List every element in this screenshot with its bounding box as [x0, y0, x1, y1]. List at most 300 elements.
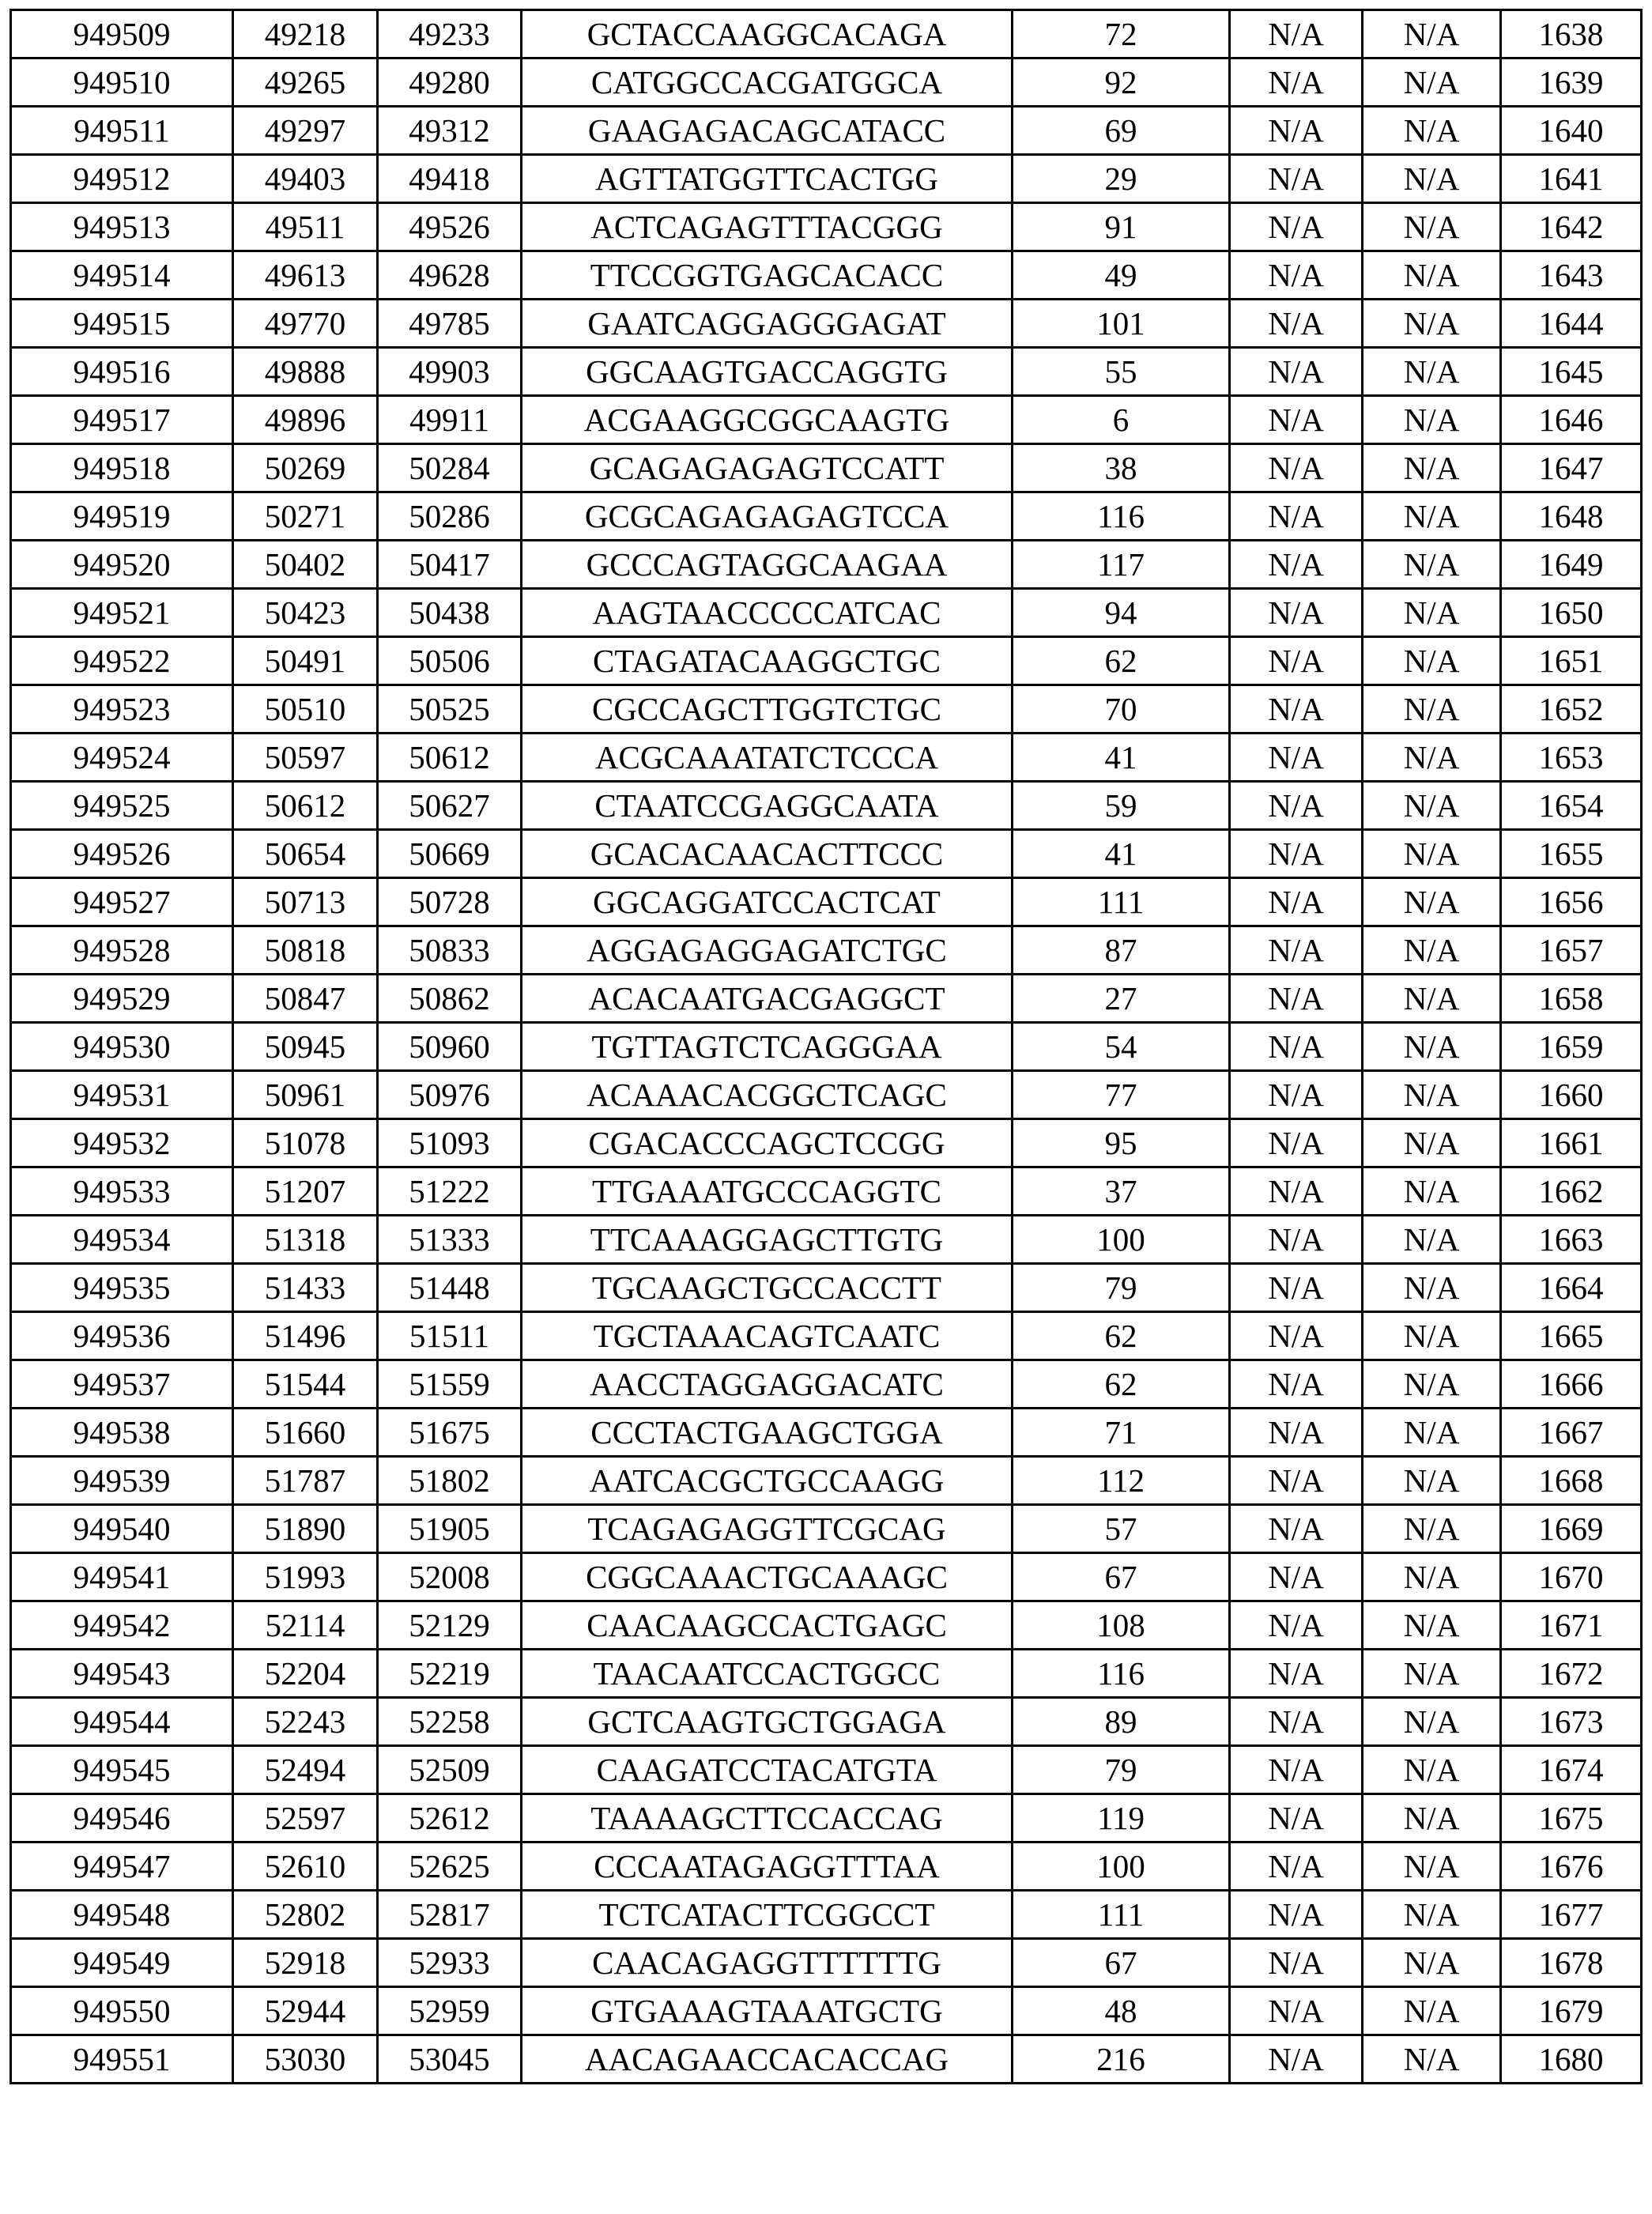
start-site-cell: 52204 [233, 1650, 378, 1698]
sequence-cell: TTCCGGTGAGCACACC [522, 251, 1013, 300]
start-site-cell: 50654 [233, 830, 378, 878]
na-cell-2: N/A [1363, 1746, 1501, 1794]
sequence-cell: GAAGAGACAGCATACC [522, 107, 1013, 155]
na-cell-1: N/A [1230, 58, 1363, 107]
seq-id-cell: 1640 [1501, 107, 1642, 155]
start-site-cell: 51318 [233, 1216, 378, 1264]
start-site-cell: 52597 [233, 1794, 378, 1842]
table-row [11, 1794, 1642, 1842]
value-cell: 91 [1013, 203, 1230, 251]
sequence-cell: CAACAAGCCACTGAGC [522, 1601, 1013, 1650]
start-site-cell: 50818 [233, 926, 378, 975]
stop-site-cell: 50438 [378, 589, 522, 637]
table-row [11, 348, 1642, 396]
stop-site-cell: 52959 [378, 1987, 522, 2035]
sequence-cell: ACTCAGAGTTTACGGG [522, 203, 1013, 251]
table-row [11, 1842, 1642, 1891]
compound-id-cell: 949547 [11, 1842, 233, 1891]
value-cell: 77 [1013, 1071, 1230, 1119]
table-row [11, 1698, 1642, 1746]
sequence-cell: GCTACCAAGGCACAGA [522, 10, 1013, 58]
na-cell-1: N/A [1230, 444, 1363, 492]
seq-id-cell: 1673 [1501, 1698, 1642, 1746]
stop-site-cell: 52129 [378, 1601, 522, 1650]
na-cell-2: N/A [1363, 155, 1501, 203]
na-cell-1: N/A [1230, 1939, 1363, 1987]
value-cell: 116 [1013, 492, 1230, 541]
table-row [11, 878, 1642, 926]
sequence-cell: CGCCAGCTTGGTCTGC [522, 685, 1013, 734]
value-cell: 62 [1013, 1360, 1230, 1409]
stop-site-cell: 50612 [378, 734, 522, 782]
value-cell: 72 [1013, 10, 1230, 58]
table-row [11, 1119, 1642, 1167]
start-site-cell: 49511 [233, 203, 378, 251]
na-cell-1: N/A [1230, 878, 1363, 926]
table-row [11, 1891, 1642, 1939]
na-cell-1: N/A [1230, 1794, 1363, 1842]
na-cell-2: N/A [1363, 782, 1501, 830]
na-cell-2: N/A [1363, 1505, 1501, 1553]
value-cell: 89 [1013, 1698, 1230, 1746]
start-site-cell: 52243 [233, 1698, 378, 1746]
value-cell: 69 [1013, 107, 1230, 155]
table-row [11, 541, 1642, 589]
na-cell-2: N/A [1363, 637, 1501, 685]
value-cell: 62 [1013, 1312, 1230, 1360]
start-site-cell: 51993 [233, 1553, 378, 1601]
value-cell: 79 [1013, 1746, 1230, 1794]
na-cell-1: N/A [1230, 1312, 1363, 1360]
compound-id-cell: 949539 [11, 1457, 233, 1505]
na-cell-1: N/A [1230, 251, 1363, 300]
sequence-cell: CAAGATCCTACATGTA [522, 1746, 1013, 1794]
sequence-cell: ACAAACACGGCTCAGC [522, 1071, 1013, 1119]
na-cell-1: N/A [1230, 1891, 1363, 1939]
na-cell-2: N/A [1363, 10, 1501, 58]
compound-id-cell: 949523 [11, 685, 233, 734]
seq-id-cell: 1664 [1501, 1264, 1642, 1312]
table-row [11, 1939, 1642, 1987]
compound-id-cell: 949544 [11, 1698, 233, 1746]
sequence-cell: TTCAAAGGAGCTTGTG [522, 1216, 1013, 1264]
seq-id-cell: 1678 [1501, 1939, 1642, 1987]
na-cell-1: N/A [1230, 1216, 1363, 1264]
stop-site-cell: 52258 [378, 1698, 522, 1746]
compound-id-cell: 949520 [11, 541, 233, 589]
compound-id-cell: 949550 [11, 1987, 233, 2035]
start-site-cell: 50961 [233, 1071, 378, 1119]
start-site-cell: 51433 [233, 1264, 378, 1312]
sequence-cell: GTGAAAGTAAATGCTG [522, 1987, 1013, 2035]
compound-id-cell: 949511 [11, 107, 233, 155]
stop-site-cell: 53045 [378, 2035, 522, 2084]
compound-id-cell: 949531 [11, 1071, 233, 1119]
compound-id-cell: 949524 [11, 734, 233, 782]
compound-id-cell: 949512 [11, 155, 233, 203]
start-site-cell: 50423 [233, 589, 378, 637]
stop-site-cell: 49903 [378, 348, 522, 396]
sequence-cell: TTGAAATGCCCAGGTC [522, 1167, 1013, 1216]
start-site-cell: 49896 [233, 396, 378, 444]
seq-id-cell: 1656 [1501, 878, 1642, 926]
value-cell: 67 [1013, 1939, 1230, 1987]
table-row [11, 2035, 1642, 2084]
sequence-cell: AATCACGCTGCCAAGG [522, 1457, 1013, 1505]
na-cell-2: N/A [1363, 1071, 1501, 1119]
compound-id-cell: 949527 [11, 878, 233, 926]
sequence-cell: GCACACAACACTTCCC [522, 830, 1013, 878]
compound-id-cell: 949536 [11, 1312, 233, 1360]
start-site-cell: 49218 [233, 10, 378, 58]
na-cell-1: N/A [1230, 1071, 1363, 1119]
stop-site-cell: 52933 [378, 1939, 522, 1987]
value-cell: 41 [1013, 734, 1230, 782]
sequence-cell: CCCTACTGAAGCTGGA [522, 1409, 1013, 1457]
na-cell-1: N/A [1230, 1264, 1363, 1312]
stop-site-cell: 50417 [378, 541, 522, 589]
table-row [11, 1071, 1642, 1119]
table-row [11, 589, 1642, 637]
table-row [11, 155, 1642, 203]
stop-site-cell: 50728 [378, 878, 522, 926]
stop-site-cell: 50286 [378, 492, 522, 541]
stop-site-cell: 51675 [378, 1409, 522, 1457]
seq-id-cell: 1651 [1501, 637, 1642, 685]
table-row [11, 1601, 1642, 1650]
na-cell-2: N/A [1363, 1023, 1501, 1071]
na-cell-2: N/A [1363, 975, 1501, 1023]
stop-site-cell: 50960 [378, 1023, 522, 1071]
table-row [11, 1553, 1642, 1601]
value-cell: 116 [1013, 1650, 1230, 1698]
sequence-cell: CAACAGAGGTTTTTTG [522, 1939, 1013, 1987]
na-cell-1: N/A [1230, 541, 1363, 589]
table-row [11, 975, 1642, 1023]
stop-site-cell: 50862 [378, 975, 522, 1023]
start-site-cell: 52944 [233, 1987, 378, 2035]
start-site-cell: 50713 [233, 878, 378, 926]
seq-id-cell: 1677 [1501, 1891, 1642, 1939]
table-row [11, 10, 1642, 58]
na-cell-1: N/A [1230, 348, 1363, 396]
table-row [11, 1505, 1642, 1553]
table-row [11, 782, 1642, 830]
na-cell-1: N/A [1230, 1023, 1363, 1071]
compound-id-cell: 949518 [11, 444, 233, 492]
value-cell: 59 [1013, 782, 1230, 830]
stop-site-cell: 50284 [378, 444, 522, 492]
na-cell-2: N/A [1363, 348, 1501, 396]
compound-id-cell: 949514 [11, 251, 233, 300]
table-row [11, 830, 1642, 878]
compound-id-cell: 949532 [11, 1119, 233, 1167]
table-row [11, 396, 1642, 444]
na-cell-2: N/A [1363, 1216, 1501, 1264]
compound-id-cell: 949530 [11, 1023, 233, 1071]
seq-id-cell: 1644 [1501, 300, 1642, 348]
compound-id-cell: 949534 [11, 1216, 233, 1264]
sequence-cell: AACCTAGGAGGACATC [522, 1360, 1013, 1409]
na-cell-2: N/A [1363, 1167, 1501, 1216]
compound-id-cell: 949525 [11, 782, 233, 830]
sequence-cell: CCCAATAGAGGTTTAA [522, 1842, 1013, 1891]
seq-id-cell: 1652 [1501, 685, 1642, 734]
na-cell-1: N/A [1230, 1746, 1363, 1794]
compound-id-cell: 949528 [11, 926, 233, 975]
seq-id-cell: 1645 [1501, 348, 1642, 396]
na-cell-1: N/A [1230, 396, 1363, 444]
seq-id-cell: 1669 [1501, 1505, 1642, 1553]
stop-site-cell: 50669 [378, 830, 522, 878]
compound-id-cell: 949543 [11, 1650, 233, 1698]
seq-id-cell: 1665 [1501, 1312, 1642, 1360]
value-cell: 108 [1013, 1601, 1230, 1650]
compound-id-cell: 949537 [11, 1360, 233, 1409]
seq-id-cell: 1654 [1501, 782, 1642, 830]
sequence-cell: CTAGATACAAGGCTGC [522, 637, 1013, 685]
na-cell-1: N/A [1230, 1553, 1363, 1601]
start-site-cell: 51078 [233, 1119, 378, 1167]
seq-id-cell: 1661 [1501, 1119, 1642, 1167]
sequence-cell: ACGAAGGCGGCAAGTG [522, 396, 1013, 444]
sequence-cell: AGGAGAGGAGATCTGC [522, 926, 1013, 975]
table-row [11, 1264, 1642, 1312]
stop-site-cell: 51802 [378, 1457, 522, 1505]
compound-id-cell: 949546 [11, 1794, 233, 1842]
seq-id-cell: 1649 [1501, 541, 1642, 589]
compound-id-cell: 949519 [11, 492, 233, 541]
table-row [11, 300, 1642, 348]
sequence-cell: ACACAATGACGAGGCT [522, 975, 1013, 1023]
stop-site-cell: 50525 [378, 685, 522, 734]
seq-id-cell: 1653 [1501, 734, 1642, 782]
compound-id-cell: 949542 [11, 1601, 233, 1650]
na-cell-1: N/A [1230, 1505, 1363, 1553]
na-cell-1: N/A [1230, 1360, 1363, 1409]
na-cell-1: N/A [1230, 782, 1363, 830]
value-cell: 112 [1013, 1457, 1230, 1505]
stop-site-cell: 51559 [378, 1360, 522, 1409]
stop-site-cell: 49526 [378, 203, 522, 251]
stop-site-cell: 49628 [378, 251, 522, 300]
stop-site-cell: 51905 [378, 1505, 522, 1553]
na-cell-1: N/A [1230, 685, 1363, 734]
seq-id-cell: 1658 [1501, 975, 1642, 1023]
start-site-cell: 50612 [233, 782, 378, 830]
sequence-cell: ACGCAAATATCTCCCA [522, 734, 1013, 782]
na-cell-2: N/A [1363, 541, 1501, 589]
stop-site-cell: 51448 [378, 1264, 522, 1312]
value-cell: 100 [1013, 1842, 1230, 1891]
value-cell: 87 [1013, 926, 1230, 975]
na-cell-2: N/A [1363, 1457, 1501, 1505]
table-row [11, 251, 1642, 300]
stop-site-cell: 50976 [378, 1071, 522, 1119]
na-cell-2: N/A [1363, 300, 1501, 348]
start-site-cell: 51660 [233, 1409, 378, 1457]
value-cell: 57 [1013, 1505, 1230, 1553]
start-site-cell: 52114 [233, 1601, 378, 1650]
na-cell-2: N/A [1363, 1794, 1501, 1842]
value-cell: 216 [1013, 2035, 1230, 2084]
compound-id-cell: 949521 [11, 589, 233, 637]
seq-id-cell: 1646 [1501, 396, 1642, 444]
value-cell: 111 [1013, 878, 1230, 926]
compound-id-cell: 949517 [11, 396, 233, 444]
table-row [11, 685, 1642, 734]
na-cell-2: N/A [1363, 589, 1501, 637]
na-cell-1: N/A [1230, 107, 1363, 155]
value-cell: 48 [1013, 1987, 1230, 2035]
na-cell-1: N/A [1230, 1842, 1363, 1891]
value-cell: 119 [1013, 1794, 1230, 1842]
start-site-cell: 50402 [233, 541, 378, 589]
start-site-cell: 51787 [233, 1457, 378, 1505]
compound-id-cell: 949549 [11, 1939, 233, 1987]
start-site-cell: 53030 [233, 2035, 378, 2084]
na-cell-2: N/A [1363, 444, 1501, 492]
na-cell-1: N/A [1230, 1698, 1363, 1746]
stop-site-cell: 50506 [378, 637, 522, 685]
stop-site-cell: 52219 [378, 1650, 522, 1698]
table-row [11, 492, 1642, 541]
stop-site-cell: 49785 [378, 300, 522, 348]
na-cell-2: N/A [1363, 1409, 1501, 1457]
table-row [11, 58, 1642, 107]
value-cell: 41 [1013, 830, 1230, 878]
na-cell-1: N/A [1230, 155, 1363, 203]
start-site-cell: 49613 [233, 251, 378, 300]
na-cell-1: N/A [1230, 734, 1363, 782]
seq-id-cell: 1667 [1501, 1409, 1642, 1457]
table-row [11, 1987, 1642, 2035]
value-cell: 92 [1013, 58, 1230, 107]
sequence-cell: TCTCATACTTCGGCCT [522, 1891, 1013, 1939]
value-cell: 70 [1013, 685, 1230, 734]
table-row [11, 444, 1642, 492]
value-cell: 67 [1013, 1553, 1230, 1601]
sequence-cell: GCCCAGTAGGCAAGAA [522, 541, 1013, 589]
start-site-cell: 51890 [233, 1505, 378, 1553]
table-row [11, 1650, 1642, 1698]
sequence-cell: TGTTAGTCTCAGGGAA [522, 1023, 1013, 1071]
seq-id-cell: 1638 [1501, 10, 1642, 58]
na-cell-1: N/A [1230, 830, 1363, 878]
start-site-cell: 50510 [233, 685, 378, 734]
na-cell-1: N/A [1230, 1119, 1363, 1167]
sequence-cell: TAACAATCCACTGGCC [522, 1650, 1013, 1698]
table-row [11, 1023, 1642, 1071]
value-cell: 6 [1013, 396, 1230, 444]
sequence-cell: CGACACCCAGCTCCGG [522, 1119, 1013, 1167]
na-cell-2: N/A [1363, 492, 1501, 541]
na-cell-1: N/A [1230, 975, 1363, 1023]
compound-id-cell: 949551 [11, 2035, 233, 2084]
oligo-data-table [9, 9, 1643, 2084]
start-site-cell: 50271 [233, 492, 378, 541]
na-cell-2: N/A [1363, 396, 1501, 444]
compound-id-cell: 949509 [11, 10, 233, 58]
seq-id-cell: 1655 [1501, 830, 1642, 878]
value-cell: 62 [1013, 637, 1230, 685]
start-site-cell: 51496 [233, 1312, 378, 1360]
na-cell-2: N/A [1363, 1312, 1501, 1360]
seq-id-cell: 1674 [1501, 1746, 1642, 1794]
na-cell-2: N/A [1363, 58, 1501, 107]
table-row [11, 637, 1642, 685]
na-cell-1: N/A [1230, 637, 1363, 685]
stop-site-cell: 49911 [378, 396, 522, 444]
value-cell: 79 [1013, 1264, 1230, 1312]
seq-id-cell: 1641 [1501, 155, 1642, 203]
na-cell-1: N/A [1230, 300, 1363, 348]
seq-id-cell: 1670 [1501, 1553, 1642, 1601]
table-row [11, 1167, 1642, 1216]
na-cell-2: N/A [1363, 1360, 1501, 1409]
seq-id-cell: 1648 [1501, 492, 1642, 541]
na-cell-2: N/A [1363, 1553, 1501, 1601]
na-cell-1: N/A [1230, 203, 1363, 251]
compound-id-cell: 949533 [11, 1167, 233, 1216]
sequence-cell: CGGCAAACTGCAAAGC [522, 1553, 1013, 1601]
compound-id-cell: 949516 [11, 348, 233, 396]
seq-id-cell: 1647 [1501, 444, 1642, 492]
sequence-cell: CTAATCCGAGGCAATA [522, 782, 1013, 830]
stop-site-cell: 52612 [378, 1794, 522, 1842]
value-cell: 101 [1013, 300, 1230, 348]
stop-site-cell: 51511 [378, 1312, 522, 1360]
seq-id-cell: 1657 [1501, 926, 1642, 975]
sequence-cell: AACAGAACCACACCAG [522, 2035, 1013, 2084]
value-cell: 27 [1013, 975, 1230, 1023]
table-row [11, 734, 1642, 782]
seq-id-cell: 1668 [1501, 1457, 1642, 1505]
na-cell-2: N/A [1363, 1987, 1501, 2035]
stop-site-cell: 49280 [378, 58, 522, 107]
na-cell-1: N/A [1230, 1167, 1363, 1216]
start-site-cell: 49770 [233, 300, 378, 348]
compound-id-cell: 949540 [11, 1505, 233, 1553]
na-cell-2: N/A [1363, 203, 1501, 251]
na-cell-1: N/A [1230, 1650, 1363, 1698]
seq-id-cell: 1642 [1501, 203, 1642, 251]
start-site-cell: 49297 [233, 107, 378, 155]
table-row [11, 1746, 1642, 1794]
stop-site-cell: 51333 [378, 1216, 522, 1264]
seq-id-cell: 1639 [1501, 58, 1642, 107]
start-site-cell: 49403 [233, 155, 378, 203]
seq-id-cell: 1650 [1501, 589, 1642, 637]
value-cell: 55 [1013, 348, 1230, 396]
na-cell-2: N/A [1363, 1119, 1501, 1167]
compound-id-cell: 949522 [11, 637, 233, 685]
compound-id-cell: 949513 [11, 203, 233, 251]
na-cell-2: N/A [1363, 1891, 1501, 1939]
value-cell: 100 [1013, 1216, 1230, 1264]
seq-id-cell: 1663 [1501, 1216, 1642, 1264]
table-row [11, 926, 1642, 975]
start-site-cell: 50269 [233, 444, 378, 492]
value-cell: 94 [1013, 589, 1230, 637]
stop-site-cell: 52509 [378, 1746, 522, 1794]
na-cell-1: N/A [1230, 2035, 1363, 2084]
compound-id-cell: 949541 [11, 1553, 233, 1601]
sequence-cell: GCTCAAGTGCTGGAGA [522, 1698, 1013, 1746]
na-cell-1: N/A [1230, 1987, 1363, 2035]
na-cell-2: N/A [1363, 878, 1501, 926]
compound-id-cell: 949538 [11, 1409, 233, 1457]
